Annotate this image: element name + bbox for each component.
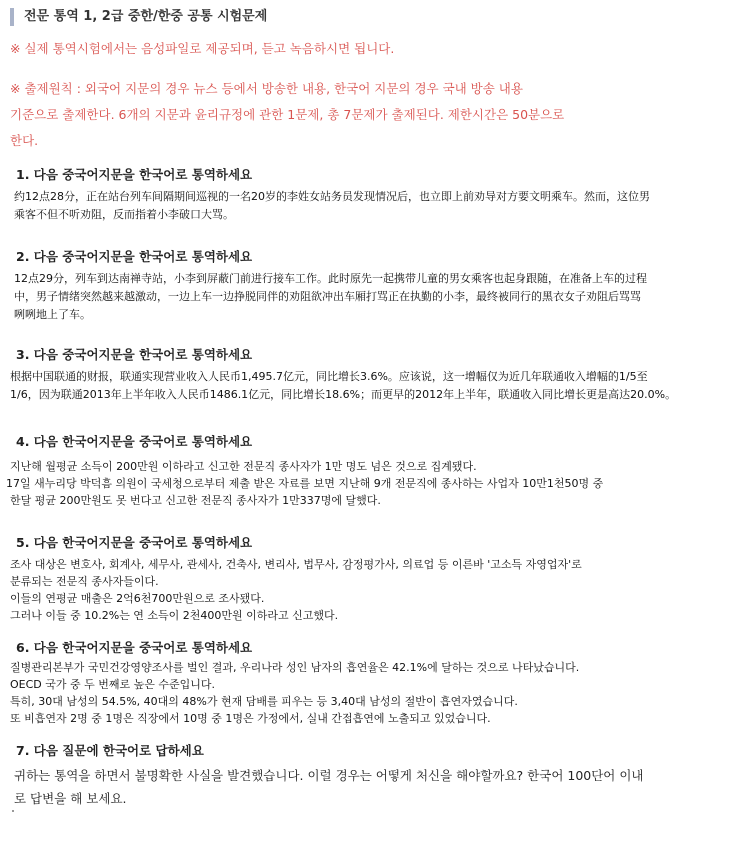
question-6-line-1: 질병관리본부가 국민건강영양조사를 벌인 결과, 우리나라 성인 남자의 흡연율은 42.1%에 달하는 것으로 나타났습니다. bbox=[10, 661, 580, 674]
question-6-line-2: OECD 국가 중 두 번째로 높은 수준입니다. bbox=[10, 678, 215, 691]
question-5-line-3: 이들의 연평균 매출은 2억6천700만원으로 조사됐다. bbox=[10, 592, 265, 605]
question-1-line-1: 约12点28分，正在站台列车间隔期间巡视的一名20岁的李姓女站务员发现情况后，也立即上前劝导对方要文明乘车。然而，这位男 bbox=[14, 190, 650, 203]
question-4-title: 4. 다음 한국어지문을 중국어로 통역하세요 bbox=[16, 434, 253, 449]
question-5-line-2: 분류되는 전문직 종사자들이다. bbox=[10, 575, 159, 588]
notice-line-4: 한다. bbox=[10, 133, 39, 148]
question-7-line-2: 로 답변을 해 보세요. bbox=[14, 791, 127, 806]
question-1-title: 1. 다음 중국어지문을 한국어로 통역하세요 bbox=[16, 167, 253, 182]
notice-line-2: ※ 출제원칙 : 외국어 지문의 경우 뉴스 등에서 방송한 내용, 한국어 지문의 경우 국내 방송 내용 bbox=[10, 81, 523, 96]
notice-line-3: 기준으로 출제한다. 6개의 지문과 윤리규정에 관한 1문제, 총 7문제가 출제된다. 제한시간은 50분으로 bbox=[10, 107, 565, 122]
question-6-title: 6. 다음 한국어지문을 중국어로 통역하세요 bbox=[16, 640, 253, 655]
question-6-line-3: 특히, 30대 남성의 54.5%, 40대의 48%가 현재 담배를 피우는 등 3,40대 남성의 절반이 흡연자였습니다. bbox=[10, 695, 518, 708]
question-1-line-2: 乘客不但不听劝阻，反而指着小李破口大骂。 bbox=[14, 208, 234, 221]
question-5-line-4: 그러나 이들 중 10.2%는 연 소득이 2천400만원 이하라고 신고했다. bbox=[10, 609, 339, 622]
question-4-line-3: 한달 평균 200만원도 못 번다고 신고한 전문직 종사자가 1만337명에 달했다. bbox=[10, 494, 381, 507]
notice-line-1: ※ 실제 통역시험에서는 음성파일로 제공되며, 듣고 녹음하시면 됩니다. bbox=[10, 41, 395, 56]
question-6-line-4: 또 비흡연자 2명 중 1명은 직장에서 10명 중 1명은 가정에서, 실내 간접흡연에 노출되고 있었습니다. bbox=[10, 712, 491, 725]
question-5-title: 5. 다음 한국어지문을 중국어로 통역하세요 bbox=[16, 535, 253, 550]
question-7-title: 7. 다음 질문에 한국어로 답하세요 bbox=[16, 743, 204, 758]
question-3-title: 3. 다음 중국어지문을 한국어로 통역하세요 bbox=[16, 347, 253, 362]
page-title: 전문 통역 1, 2급 중한/한중 공통 시험문제 bbox=[10, 8, 267, 26]
question-4-line-2: 17일 새누리당 박덕흠 의원이 국세청으로부터 제출 받은 자료를 보면 지난해 9개 전문직에 종사하는 사업자 10만1천50명 중 bbox=[6, 477, 604, 490]
trailing-dot bbox=[12, 810, 14, 812]
question-5-line-1: 조사 대상은 변호사, 회계사, 세무사, 관세사, 건축사, 변리사, 법무사, 감정평가사, 의료업 등 이른바 '고소득 자영업자'로 bbox=[10, 558, 582, 571]
question-2-line-1: 12点29分，列车到达南禅寺站，小李到屏蔽门前进行接车工作。此时原先一起携带儿童的男女乘客也起身跟随，在准备上车的过程 bbox=[14, 272, 647, 285]
question-3-line-1: 根据中国联通的财报，联通实现营业收入人民币1,495.7亿元，同比增长3.6%。应该说，这一增幅仅为近几年联通收入增幅的1/5至 bbox=[10, 370, 648, 383]
question-2-line-2: 中，男子情绪突然越来越激动，一边上车一边挣脱同伴的劝阻欲冲出车厢打骂正在执勤的小李，最终被同行的黑衣女子劝阻后骂骂 bbox=[14, 290, 641, 303]
question-4-line-1: 지난해 월평균 소득이 200만원 이하라고 신고한 전문직 종사자가 1만 명도 넘은 것으로 집계됐다. bbox=[10, 460, 477, 473]
question-7-line-1: 귀하는 통역을 하면서 불명확한 사실을 발견했습니다. 이럴 경우는 어떻게 처신을 해야할까요? 한국어 100단어 이내 bbox=[14, 768, 644, 783]
question-2-line-3: 咧咧地上了车。 bbox=[14, 308, 91, 321]
question-3-line-2: 1/6，因为联通2013年上半年收入人民币1486.1亿元，同比增长18.6%；而更早的2012年上半年，联通收入同比增长更是高达20.0%。 bbox=[10, 388, 677, 401]
question-2-title: 2. 다음 중국어지문을 한국어로 통역하세요 bbox=[16, 249, 253, 264]
